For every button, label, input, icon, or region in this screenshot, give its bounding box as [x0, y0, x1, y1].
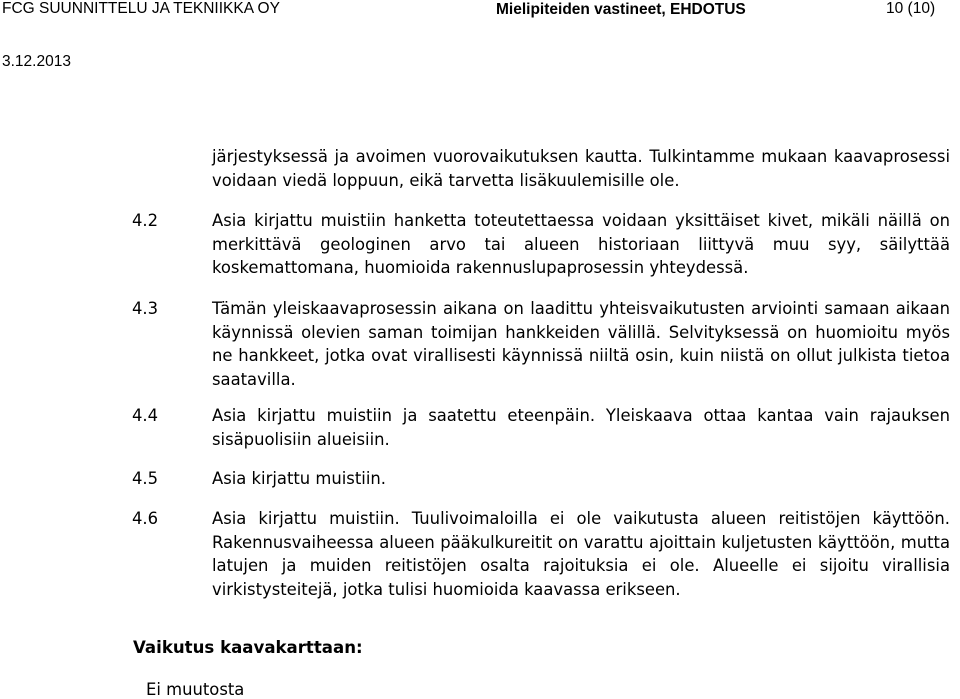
item-number: 4.5 — [132, 469, 159, 488]
item-text: Asia kirjattu muistiin ja saatettu eteenpäin. Yleiskaava ottaa kantaa vain rajauksen sisäpuolisiin alueisiin. — [212, 406, 950, 449]
item-number: 4.3 — [132, 299, 159, 318]
paragraph-text: järjestyksessä ja avoimen vuorovaikutuksen kautta. Tulkintamme mukaan kaavaprosessi voidaan viedä loppuun, eikä tarvetta lisäkuulemisille ole. — [212, 147, 950, 190]
section-heading: Vaikutus kaavakarttaan: — [133, 638, 363, 657]
item-number: 4.2 — [132, 211, 159, 230]
document-title: Mielipiteiden vastineet, EHDOTUS — [496, 1, 746, 18]
item-text: Asia kirjattu muistiin hanketta toteutettaessa voidaan yksittäiset kivet, mikäli näillä on merkittävä geologinen arvo tai alueen historiaan liittyvä muu syy, säilyttää koskemattomana, huomioida rakennuslupaprosessin yhteydessä. — [212, 211, 950, 277]
page-number: 10 (10) — [886, 0, 936, 17]
item-number: 4.4 — [132, 406, 159, 425]
item-text: Asia kirjattu muistiin. Tuulivoimaloilla ei ole vaikutusta alueen reitistöjen käyttöön. Rakennusvaiheessa alueen pääkulkureitit on varattu ajoittain kuljetusten käyttöön, mutta latujen ja muiden reitistöjen osalta rajoituksia ei ole. Alueelle ei sijoitu virallisia virkistysteitejä, jotka tulisi huomioida kaavassa erikseen. — [212, 509, 950, 599]
company-name: FCG SUUNNITTELU JA TEKNIIKKA OY — [2, 0, 280, 17]
item-text: Tämän yleiskaavaprosessin aikana on laadittu yhteisvaikutusten arviointi samaan aikaan käynnissä olevien saman toimijan hankkeiden välillä. Selvityksessä on huomioitu myös ne hankkeet, jotka ovat virallisesti käynnissä niiltä osin, kuin niistä on ollut julkista tietoa saatavilla. — [212, 299, 950, 389]
item-number: 4.6 — [132, 509, 159, 528]
document-date: 3.12.2013 — [2, 53, 71, 70]
section-value: Ei muutosta — [146, 680, 245, 699]
item-text: Asia kirjattu muistiin. — [212, 469, 386, 488]
page-header — [0, 0, 960, 80]
